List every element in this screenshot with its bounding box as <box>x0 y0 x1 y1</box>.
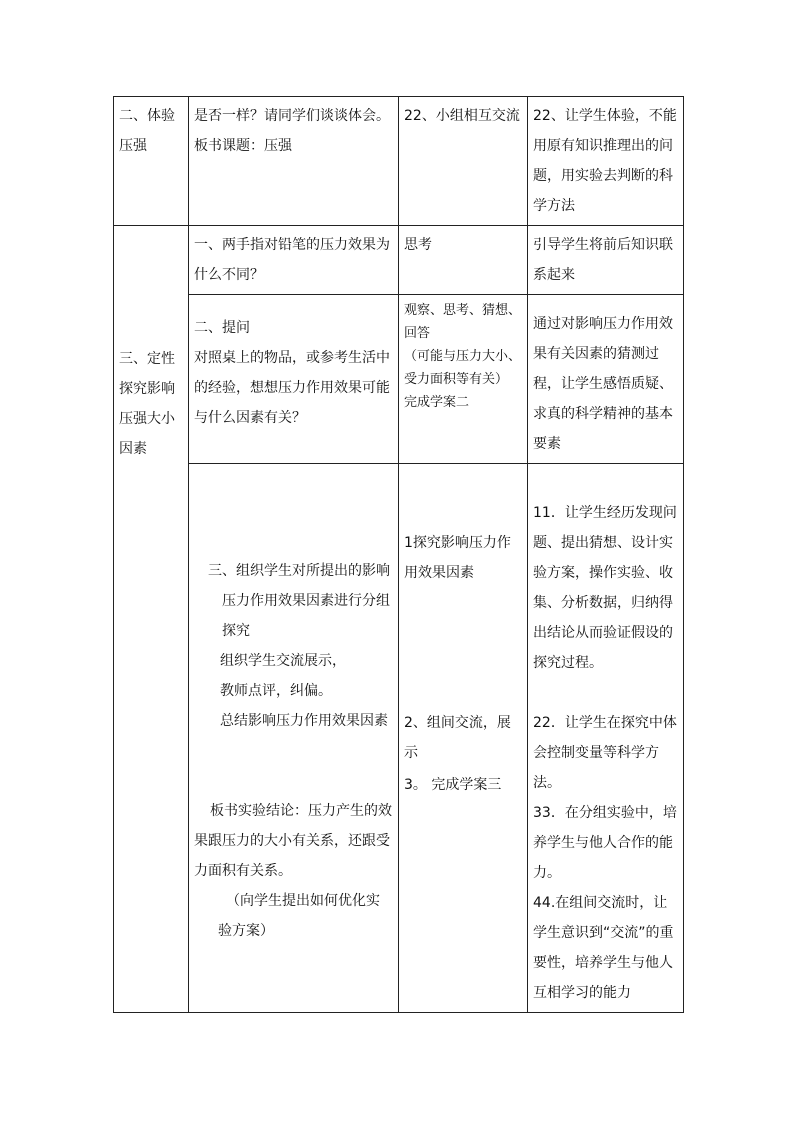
stage-text: 二、体验 <box>119 108 175 124</box>
teacher-text: 对照桌上的物品，或参考生活中的经验，想想压力作用效果可能与什么因素有关？ <box>194 350 390 426</box>
student-text: 观察、思考、猜想、回答 <box>404 303 522 341</box>
intent-text: 22．让学生在探究中体会控制变量等科学方法。 <box>533 715 677 791</box>
table-row <box>114 295 684 464</box>
stage-cell <box>114 226 189 1013</box>
lesson-plan-table <box>113 96 684 1013</box>
intent-text: 通过对影响压力作用效果有关因素的猜测过程，让学生感悟质疑、求真的科学精神的基本要素 <box>533 316 673 452</box>
intent-text: 33．在分组实验中，培养学生与他人合作的能力。 <box>533 805 677 881</box>
teacher-text: 组织学生交流展示， <box>220 653 346 669</box>
table-row <box>114 464 684 1013</box>
teacher-text: 教师点评，纠偏。 <box>220 683 332 699</box>
teacher-text: 一、两手指对铅笔的压力效果为什么不同？ <box>194 237 390 283</box>
stage-text: 三、定性探究影响压强大小因素 <box>119 351 175 457</box>
student-activity-cell <box>399 97 528 226</box>
intent-text: 22、让学生体验，不能用原有知识推理出的问题，用实验去判断的科学方法 <box>533 108 677 214</box>
table-row <box>114 97 684 226</box>
student-text: 22、小组相互交流 <box>404 108 520 124</box>
intent-text: 11．让学生经历发现问题、提出猜想、设计实验方案，操作实验、收集、分析数据，归纳得出结论从而验证假设的探究过程。 <box>533 505 677 671</box>
student-text: 思考 <box>404 237 432 253</box>
stage-cell <box>114 97 189 226</box>
student-text: 完成学案二 <box>404 395 470 410</box>
teacher-activity-cell <box>189 97 399 226</box>
student-activity-cell <box>399 295 528 464</box>
student-activity-cell <box>399 464 528 1013</box>
design-intent-cell <box>528 464 684 1013</box>
design-intent-cell <box>528 97 684 226</box>
teacher-activity-cell <box>189 295 399 464</box>
table-row <box>114 226 684 295</box>
teacher-text: 二、提问 <box>194 320 250 336</box>
teacher-activity-cell <box>189 464 399 1013</box>
teacher-text: 总结影响压力作用效果因素 <box>220 713 388 729</box>
student-text: 2、组间交流，展示 <box>404 715 511 761</box>
student-activity-cell <box>399 226 528 295</box>
student-text: 1探究影响压力作用效果因素 <box>404 535 511 581</box>
teacher-text: 板书课题：压强 <box>194 138 292 154</box>
design-intent-cell <box>528 295 684 464</box>
teacher-text: 三、组织学生对所提出的影响压力作用效果因素进行分组探究 <box>208 563 390 639</box>
intent-text: 44.在组间交流时，让学生意识到“交流”的重要性，培养学生与他人互相学习的能力 <box>533 895 674 1001</box>
teacher-text: 是否一样？请同学们谈谈体会。 <box>194 108 390 124</box>
stage-text: 压强 <box>119 138 147 154</box>
design-intent-cell <box>528 226 684 295</box>
teacher-activity-cell <box>189 226 399 295</box>
intent-text: 引导学生将前后知识联系起来 <box>533 237 673 283</box>
teacher-text: （向学生提出如何优化实验方案） <box>218 893 380 939</box>
student-text: （可能与压力大小、受力面积等有关） <box>404 349 522 387</box>
teacher-text: 板书实验结论：压力产生的效果跟压力的大小有关系，还跟受力面积有关系。 <box>194 803 392 879</box>
student-text: 3。 完成学案三 <box>404 777 502 793</box>
